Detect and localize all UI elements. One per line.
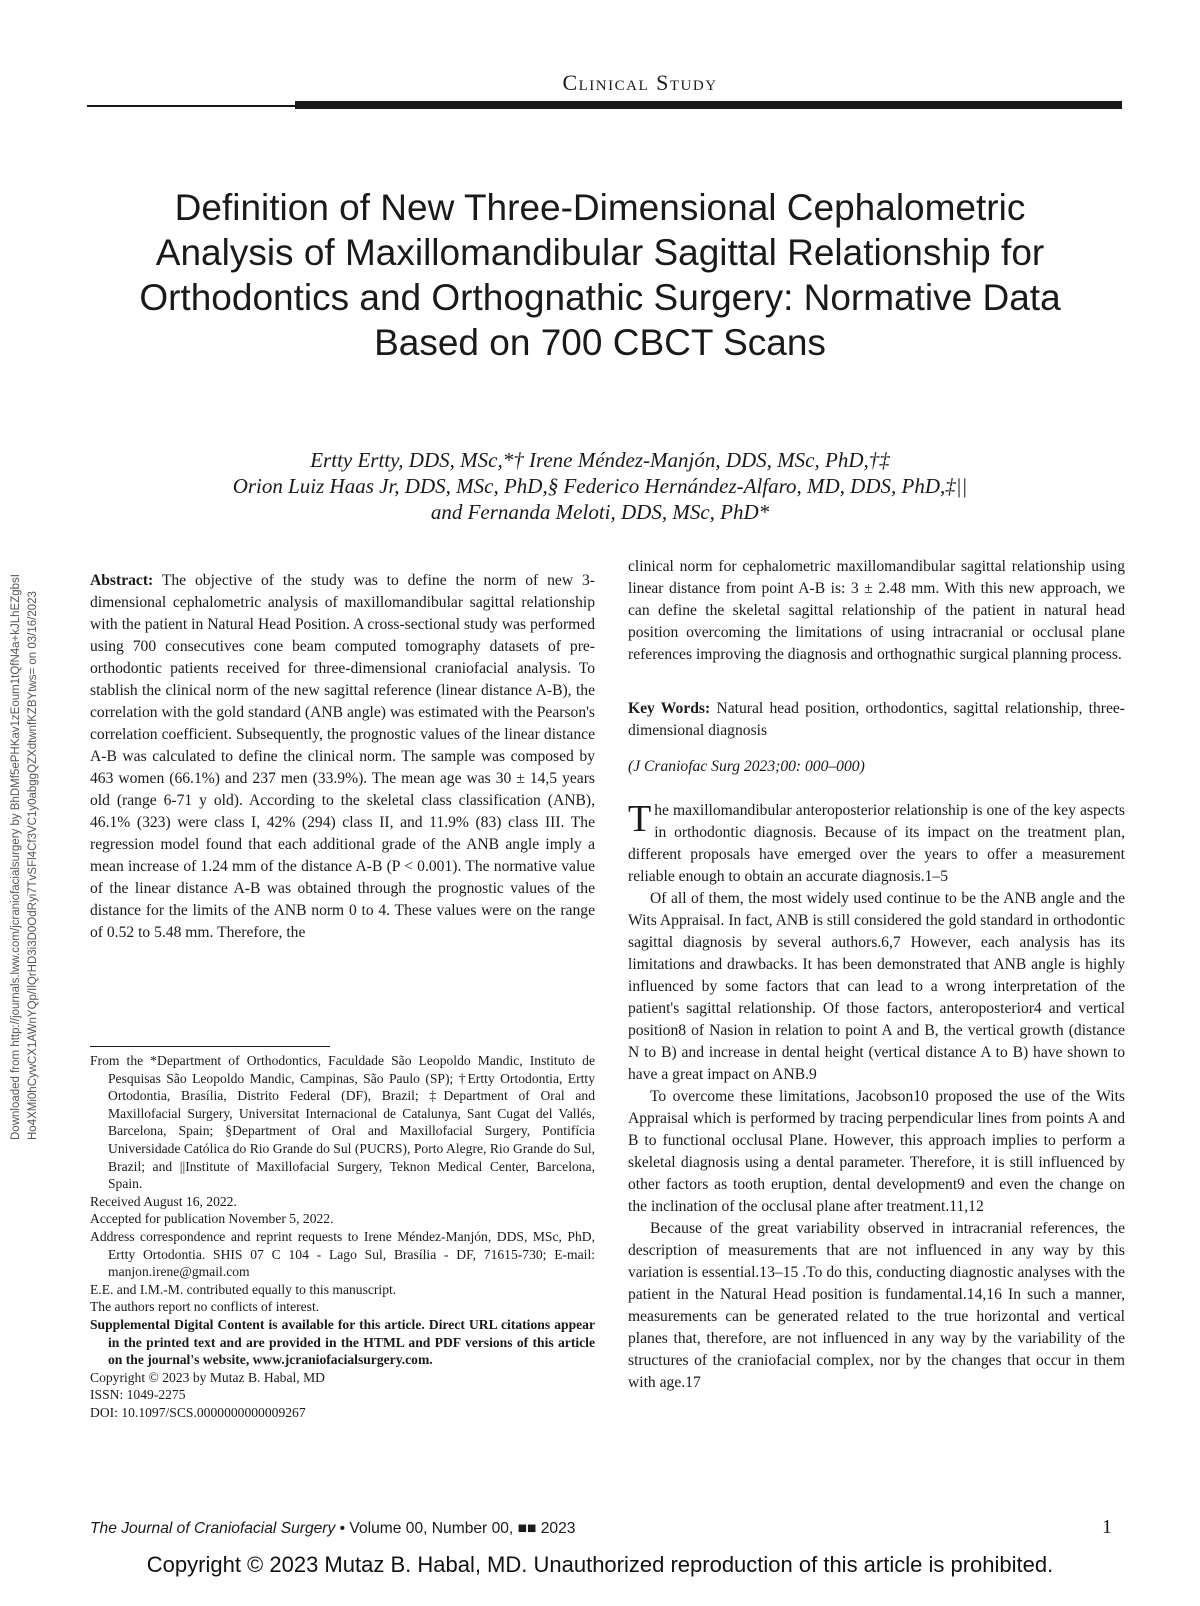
received-date: Received August 16, 2022. (90, 1193, 237, 1209)
abstract-text: The objective of the study was to define the norm of new 3-dimensional cephalometric analysis of maxillomandibular sagittal relationship with the patient in Natural Head Position. A cross-sectional study was performed using 700 consecutives cone beam computed tomography datasets of pre-orthodontic patients received for three-dimensional craniofacial analysis. To stablish the clinical norm of the new sagittal reference (linear distance A-B), the correlation with the gold standard (ANB angle) was estimated with the Pearson's correlation coefficient. Subsequently, the prognostic values of the linear distance A-B was calculated to define the clinical norm. The sample was composed by 463 women (66.1%) and 237 men (33.9%). The mean age was 30 ± 14,5 years old (range 6-71 y old). According to the skeletal class classification (ANB), 46.1% (323) were class I, 42% (294) class II, and 11.9% (83) class III. The regression model found that each additional grade of the ANB angle imply a mean increase of 1.24 mm of the distance A-B (P < 0.001). The normative value of the linear distance A-B was obtained through the prognostic values of the distance for the limits of the ANB norm 0 to 4. These values were on the range of 0.52 to 5.48 mm. Therefore, the (90, 572, 595, 941)
correspondence-address: Address correspondence and reprint requests to Irene Méndez-Manjón, DDS, MSc, PhD, Ertty Ortodontia. SHIS 07 C 104 - Lago Sul, Brasília - DF, 71615-730; E-mail: manjon.irene@gmail.com (90, 1228, 595, 1280)
article-title: Definition of New Three-Dimensional Cephalometric Analysis of Maxillomandibular Sagittal Relationship for Orthodontics and Orthognathic Surgery: Normative Data Based on 700 CBCT Scans (139, 187, 1061, 363)
keywords-label: Key Words: (628, 700, 711, 717)
page-number: 1 (1102, 1516, 1112, 1538)
right-column (628, 556, 1125, 1394)
affiliations: From the *Department of Orthodontics, Faculdade São Leopoldo Mandic, Instituto de Pesquisas São Leopoldo Mandic, Campinas, São Paulo (SP); †Ertty Ortodontia, Ertty Ortodontia, Brasília, Distrito Federal (DF), Brazil; ‡Department of Oral and Maxillofacial Surgery, Universitat Internacional de Catalunya, Sant Cugat del Vallés, Barcelona, Spain; §Department of Oral and Maxillofacial Surgery, Pontifícia Universidade Católica do Rio Grande do Sul (PUCRS), Porto Alegre, Rio Grande do Sul, Brazil; and ||Institute of Maxillofacial Surgery, Teknon Medical Center, Barcelona, Spain. (90, 1053, 595, 1192)
footer-issue: • Volume 00, Number 00, ■■ 2023 (335, 1520, 576, 1537)
footnote-rule (90, 1046, 330, 1047)
footer-journal-name: The Journal of Craniofacial Surgery (90, 1520, 336, 1537)
author-line-2: Orion Luiz Haas Jr, DDS, MSc, PhD,§ Federico Hernández-Alfaro, MD, DDS, PhD,‡|| (232, 474, 968, 498)
author-line-3: and Fernanda Meloti, DDS, MSc, PhD* (430, 500, 770, 524)
keywords (628, 698, 1125, 742)
abstract-label: Abstract: (90, 572, 154, 589)
intro-paragraph-4: Because of the great variability observed in intracranial references, the description of measurements that are not influenced in any way by this variation is essential.13–15 .To do this, conducting diagnostic analyses with the patient in the Natural Head position is fundamental.14,16 In such a manner, measurements can be generated related to the true horizontal and vertical planes that, therefore, are not influenced in any way by the variability of the structures of the craniofacial complex, nor by the changes that occur in them with age.17 (628, 1220, 1125, 1391)
author-line-1: Ertty Ertty, DDS, MSc,*† Irene Méndez-Manjón, DDS, MSc, PhD,†‡ (310, 448, 890, 472)
copyright-line: Copyright © 2023 by Mutaz B. Habal, MD (90, 1369, 325, 1385)
citation: (J Craniofac Surg 2023;00: 000–000) (628, 758, 865, 775)
drop-cap: T (628, 798, 652, 840)
abstract-continued: clinical norm for cephalometric maxillomandibular sagittal relationship using linear distance from point A-B is: 3 ± 2.48 mm. With this new approach, we can define the skeletal sagittal relationship of the patient in natural head position overcoming the limitations of using intracranial or occlusal plane references improving the diagnosis and orthognathic surgical planning process. (628, 558, 1125, 663)
download-notice-line1: Downloaded from http://journals.lww.com/jcraniofacialsurgery by BhDMf5ePHKav1zEoum1tQfN4a+kJLhEZgbsI (10, 574, 22, 1140)
author-list (120, 447, 1080, 525)
intro-paragraph-3: To overcome these limitations, Jacobson10 proposed the use of the Wits Appraisal which is performed by tracing perpendicular lines from points A and B to functional occlusal Plane. However, this approach implies to perform a skeletal diagnosis using a dental parameter. Therefore, it is still influenced by other factors as tooth eruption, dental development9 and even the change on the inclination of the occlusal plane after treatment.11,12 (628, 1088, 1125, 1215)
footnotes (90, 1052, 595, 1421)
copyright-notice: Copyright © 2023 Mutaz B. Habal, MD. Unauthorized reproduction of this article is prohibited. (146, 1552, 1054, 1577)
doi: DOI: 10.1097/SCS.0000000000009267 (90, 1404, 306, 1420)
issn: ISSN: 1049-2275 (90, 1387, 186, 1403)
abstract-left-column (90, 570, 595, 944)
keywords-text: Natural head position, orthodontics, sagittal relationship, three-dimensional diagnosis (628, 700, 1126, 739)
abstract (90, 570, 595, 944)
supplemental-note: Supplemental Digital Content is available for this article. Direct URL citations appear in the printed text and are provided in the HTML and PDF versions of this article on the journal's website, www.jcraniofacialsurgery.com. (90, 1316, 595, 1368)
download-notice (8, 300, 58, 1140)
intro-paragraph-1-text: he maxillomandibular anteroposterior relationship is one of the key aspects in orthodontic diagnosis. Because of its impact on the treatment plan, different proposals have emerged over the years to offer a measurement reliable enough to obtain an accurate diagnosis.1–5 (628, 802, 1125, 885)
conflict-note: The authors report no conflicts of interest. (90, 1299, 320, 1315)
header-rule-thick (295, 101, 1122, 109)
contribution-note: E.E. and I.M.-M. contributed equally to this manuscript. (90, 1281, 397, 1297)
accepted-date: Accepted for publication November 5, 2022. (90, 1211, 334, 1227)
intro-paragraph-1 (628, 800, 1125, 888)
section-label: Clinical Study (562, 70, 718, 95)
footer-journal-info (90, 1520, 790, 1538)
intro-paragraph-2: Of all of them, the most widely used continue to be the ANB angle and the Wits Appraisal. In fact, ANB is still considered the gold standard in orthodontic sagittal diagnosis by several authors.6,7 However, each analysis has its limitations and drawbacks. It has been demonstrated that ANB angle is highly influenced by some factors that can lead to a wrong interpretation of the patient's sagittal relationship. Of those factors, anteroposterior4 and vertical position8 of Nasion in relation to point A and B, the vertical growth (distance N to B) and increase in dental height (vertical distance A to B) have shown to have a great impact on ANB.9 (628, 890, 1125, 1083)
download-notice-line2: Ho4XMi0hCywCX1AWnYQp/IlQrHD3i3D0OdRyi7TvSFl4Cf3VC1y0abggQZXdtwnfKZBYtws= on 03/16/2023 (27, 591, 39, 1140)
